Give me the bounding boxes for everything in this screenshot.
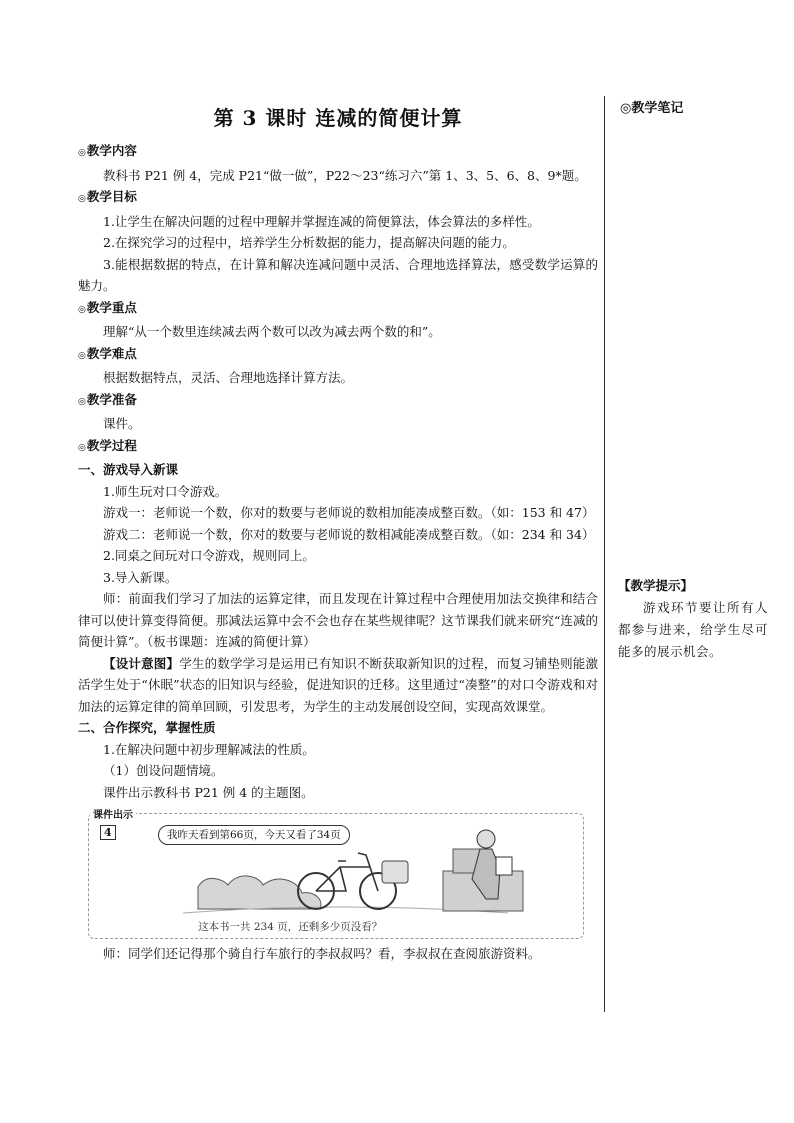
bike-bag bbox=[382, 861, 408, 883]
section-mark-icon: ◎ bbox=[78, 396, 86, 407]
part1-step2: 2.同桌之间玩对口令游戏，规则同上。 bbox=[103, 548, 315, 563]
person-head bbox=[477, 830, 495, 848]
figure-caption: 这本书一共 234 页，还剩多少页没看？ bbox=[198, 921, 383, 933]
section-heading-goals: ◎教学目标 bbox=[78, 189, 137, 204]
section-heading-prep: ◎教学准备 bbox=[78, 391, 137, 407]
part2-teacher: 师：同学们还记得那个骑自行车旅行的李叔叔吗？看，李叔叔在查阅旅游资料。 bbox=[103, 946, 541, 961]
part1-step1: 1.师生玩对口令游戏。 bbox=[103, 483, 228, 499]
teaching-tip bbox=[618, 575, 768, 663]
tip-header: 【教学提示】 bbox=[618, 578, 694, 593]
goal-2: 2.在探究学习的过程中，培养学生分析数据的能力，提高解决问题的能力。 bbox=[103, 235, 515, 250]
section-heading-key: ◎教学重点 bbox=[78, 299, 137, 315]
content-text: 教科书 P21 例 4，完成 P21“做一做”，P22～23“练习六”第 1、3、5、6、8、9*题。 bbox=[103, 167, 587, 183]
section-heading-content: ◎教学内容 bbox=[78, 143, 137, 158]
courseware-figure bbox=[88, 809, 584, 939]
prep-text: 课件。 bbox=[103, 416, 141, 431]
column-divider bbox=[604, 96, 605, 1012]
part1-game2: 游戏二：老师说一个数，你对的数要与老师说的数相减能凑成整百数。（如：234 和 34） bbox=[103, 526, 595, 542]
page-title: 第 3 课时 连减的简便计算 bbox=[213, 106, 463, 130]
part2-step1a: （1）创设问题情境。 bbox=[103, 763, 224, 778]
section-mark-icon: ◎ bbox=[78, 304, 86, 315]
difficulty-text: 根据数据特点，灵活、合理地选择计算方法。 bbox=[103, 370, 354, 385]
section-mark-icon: ◎ bbox=[78, 350, 86, 361]
part1-game1: 游戏一：老师说一个数，你对的数要与老师说的数相加能凑成整百数。（如：153 和 47） bbox=[103, 505, 595, 520]
design-intent bbox=[78, 653, 598, 718]
key-text: 理解“从一个数里连续减去两个数可以改为减去两个数的和”。 bbox=[103, 324, 441, 339]
part2-step1: 1.在解决问题中初步理解减法的性质。 bbox=[103, 741, 315, 757]
part2-heading: 二、合作探究，掌握性质 bbox=[78, 720, 216, 735]
section-heading-difficulty: ◎教学难点 bbox=[78, 345, 137, 361]
goal-3: 3.能根据数据的特点，在计算和解决连减问题中灵活、合理地选择算法，感受数学运算的魅力。 bbox=[78, 256, 598, 293]
part2-show: 课件出示教科书 P21 例 4 的主题图。 bbox=[103, 784, 314, 800]
tip-body: 游戏环节要让所有人都参与进来，给学生尽可能多的展示机会。 bbox=[618, 600, 768, 659]
section-mark-icon: ◎ bbox=[78, 442, 86, 453]
part1-teacher: 师：前面我们学习了加法的运算定律，而且发现在计算过程中合理使用加法交换律和结合律可以使计算变得简便。那减法运算中会不会也存在某些规律呢？这节课我们就来研究“连减的简便计算”。（板书课题：连减的简便计算） bbox=[78, 591, 598, 649]
speech-bubble: 我昨天看到第66页，今天又看了34页 bbox=[158, 825, 350, 845]
figure-label: 课件出示 bbox=[90, 805, 136, 827]
goal-1: 1.让学生在解决问题的过程中理解并掌握连减的简便算法，体会算法的多样性。 bbox=[103, 213, 540, 229]
section-heading-process: ◎教学过程 bbox=[78, 437, 137, 453]
part1-heading: 一、游戏导入新课 bbox=[78, 462, 179, 477]
notes-header: ◎教学笔记 bbox=[620, 101, 684, 116]
part1-step3: 3.导入新课。 bbox=[103, 569, 178, 585]
design-text: 学生的数学学习是运用已有知识不断获取新知识的过程，而复习铺垫则能激活学生处于“休眠”状态的旧知识与经验，促进知识的迁移。这里通过“凑整”的对口令游戏和对加法的运算定律的简单回顾，引发思考，为学生的主动发展创设空间，实现高效课堂。 bbox=[78, 655, 598, 714]
design-label: 【设计意图】 bbox=[103, 655, 180, 671]
section-mark-icon: ◎ bbox=[78, 194, 86, 204]
section-mark-icon: ◎ bbox=[78, 148, 86, 158]
example-number: 4 bbox=[100, 825, 116, 840]
main-column bbox=[78, 100, 598, 965]
